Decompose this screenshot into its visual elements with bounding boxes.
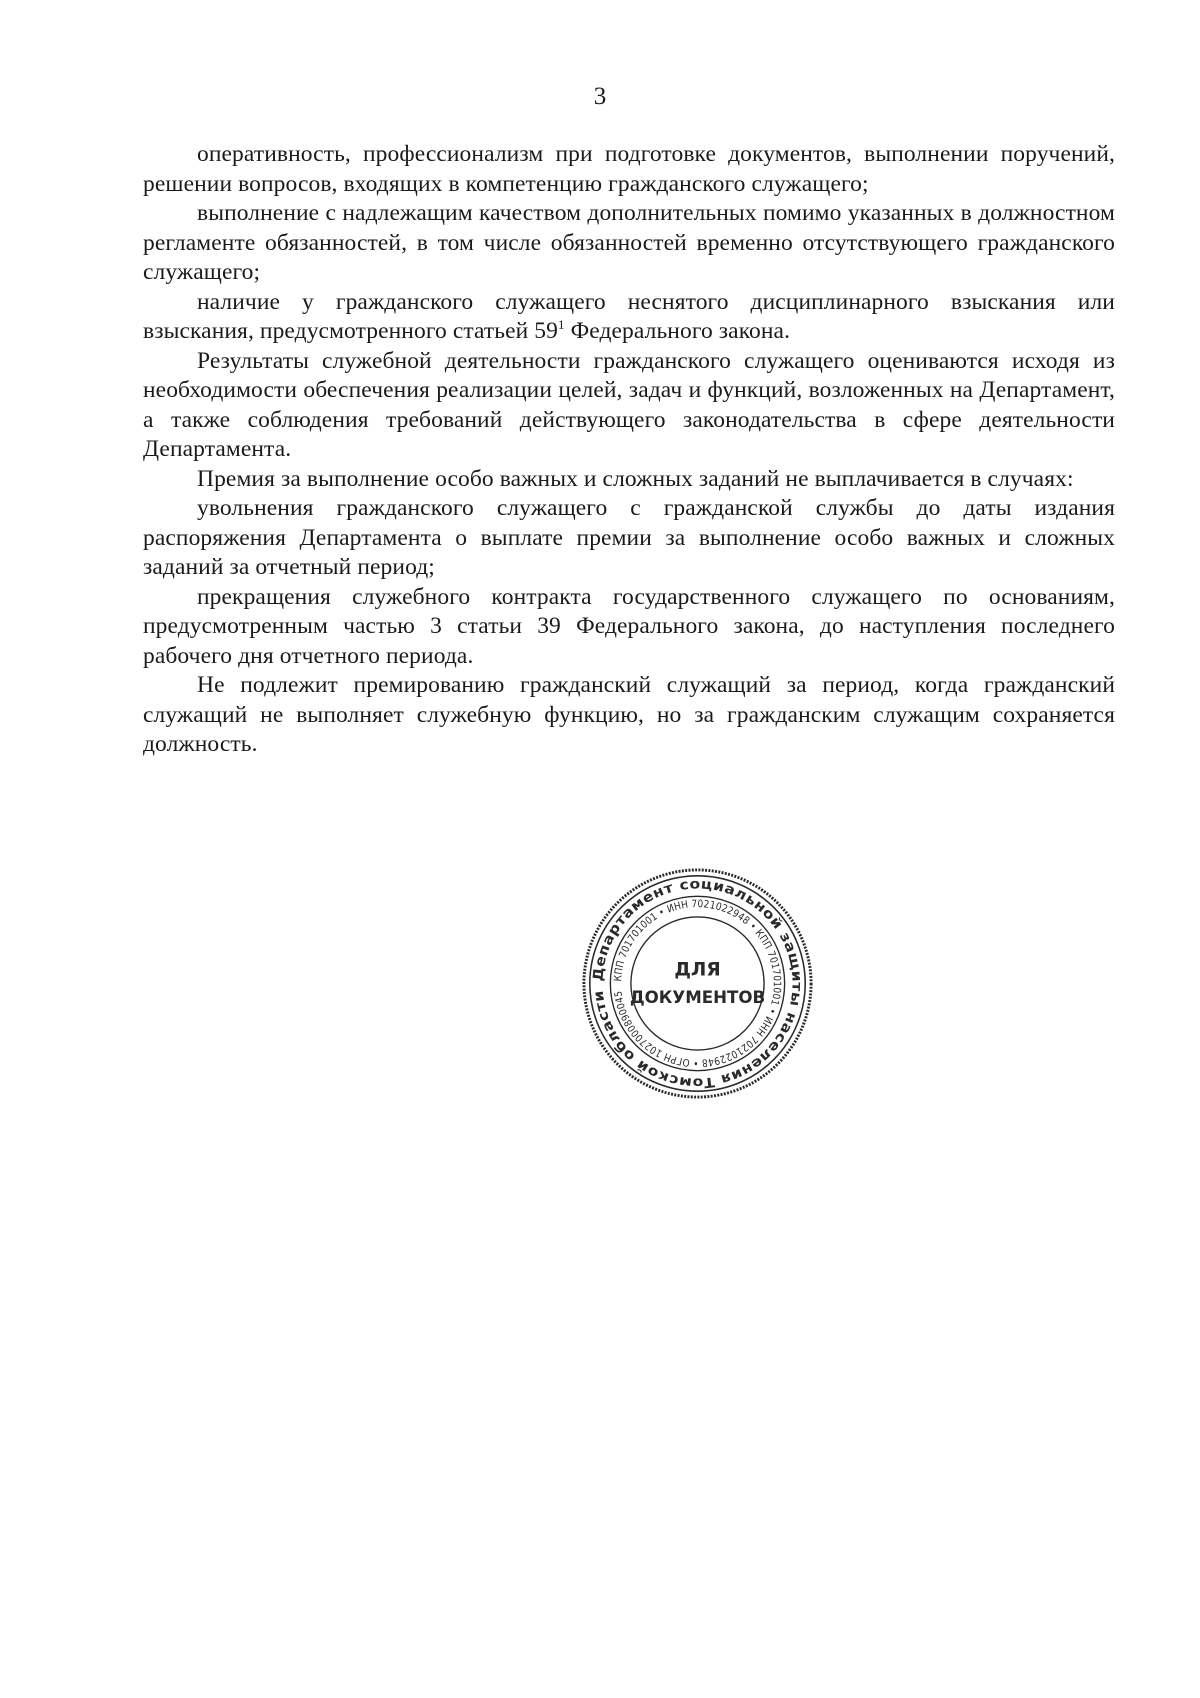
official-stamp: [580, 866, 815, 1101]
paragraph-no-bonus-period: Не подлежит премированию гражданский служащий за период, когда гражданский служащий не выполняет служебную функцию, но за гражданским служащим сохраняется должность.: [143, 672, 1115, 757]
paragraph-efficiency: оперативность, профессионализм при подготовке документов, выполнении поручений, решении вопросов, входящих в компетенцию гражданского служащего;: [143, 141, 1115, 197]
paragraph-contract-termination: прекращения служебного контракта государственного служащего по основаниям, предусмотренным частью 3 статьи 39 Федерального закона, до наступления последнего рабочего дня отчетного периода.: [143, 583, 1115, 669]
paragraph-results-evaluation: Результаты служебной деятельности гражданского служащего оцениваются исходя из необходимости обеспечения реализации целей, задач и функций, возложенных на Департамент, а также соблюдения требований действующего законодательства в сфере деятельности Департамента.: [143, 347, 1115, 462]
paragraph-disciplinary: [143, 288, 1115, 347]
stamp-inner-ring-text: КПП 701701001 • ИНН 7021022948 • КПП 701701001 • ИНН 7021022948 • ОГРН 1027000890045: [612, 898, 783, 1069]
document-body: [143, 140, 1115, 760]
stamp-center-line-2: ДОКУМЕНТОВ: [629, 988, 766, 1008]
paragraph-disciplinary-tail: Федерального закона.: [564, 318, 791, 344]
superscript-article: 1: [558, 317, 565, 332]
paragraph-bonus-not-paid: Премия за выполнение особо важных и сложных заданий не выплачивается в случаях:: [197, 465, 1074, 492]
page-number: 3: [593, 83, 607, 110]
stamp-outer-ring-text: Департамент социальной защиты населения Томской области: [590, 876, 805, 1091]
paragraph-dismissal: увольнения гражданского служащего с гражданской службы до даты издания распоряжения Департамента о выплате премии за выполнение особо важных и сложных заданий за отчетный период;: [143, 495, 1115, 580]
stamp-center-line-1: ДЛЯ: [674, 959, 721, 981]
stamp-seal-icon: [580, 866, 815, 1101]
paragraph-disciplinary-text: наличие у гражданского служащего неснятого дисциплинарного взыскания или взыскания, предусмотренного статьей 59: [143, 288, 1115, 344]
paragraph-additional-duties: выполнение с надлежащим качеством дополнительных помимо указанных в должностном регламенте обязанностей, в том числе обязанностей временно отсутствующего гражданского служащего;: [143, 200, 1115, 285]
